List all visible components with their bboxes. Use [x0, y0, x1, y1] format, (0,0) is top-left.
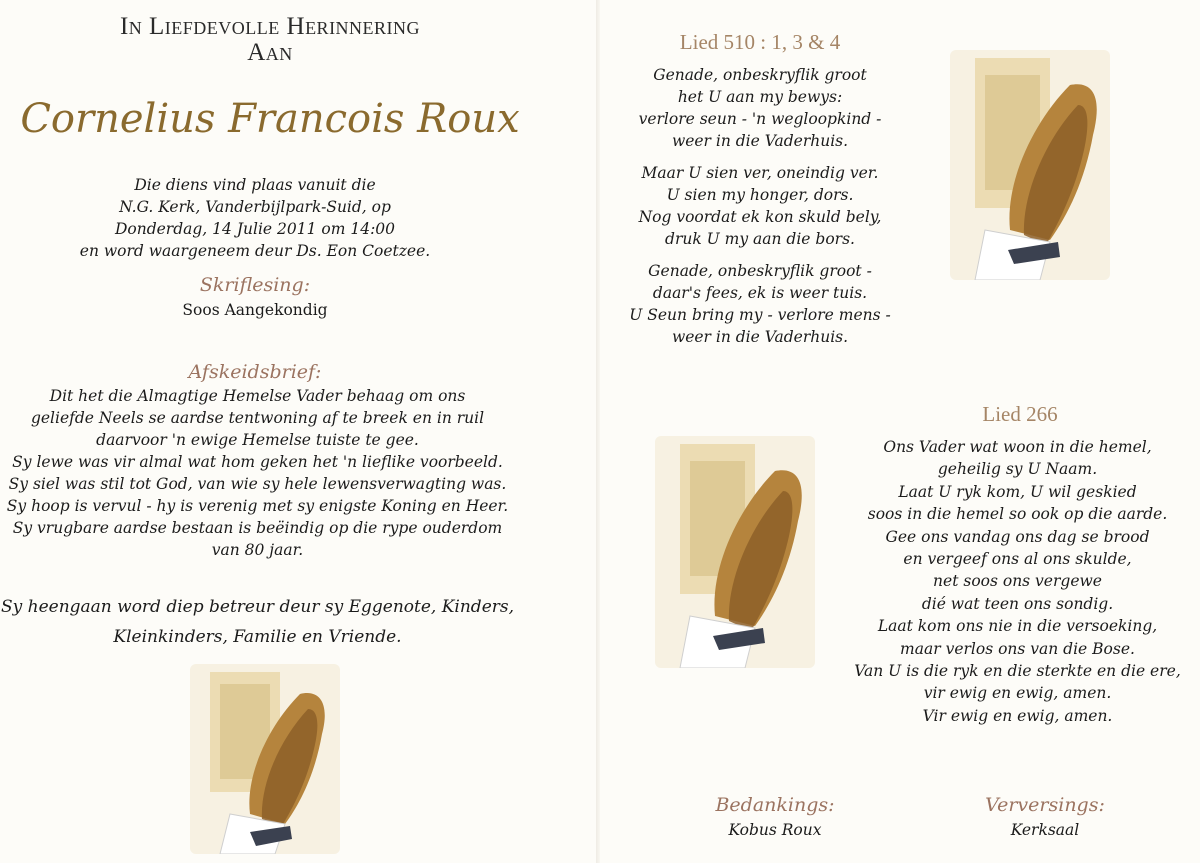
song1-line: weer in die Vaderhuis. — [671, 132, 849, 150]
song2-line: Van U is die ryk en die sterkte en die ere, — [854, 662, 1181, 681]
song1-stanza — [600, 162, 920, 250]
song1-line: Maar U sien ver, oneindig ver. — [641, 164, 879, 182]
song1-line: druk U my aan die bors. — [665, 230, 855, 248]
afskeidsbrief-text — [0, 385, 515, 561]
service-details — [40, 174, 470, 262]
song1-line: U Seun bring my - verlore mens - — [629, 306, 891, 324]
afskeidsbrief-line: Sy hoop is vervul - hy is verenig met sy enigste Koning en Heer. — [6, 497, 509, 515]
service-line: N.G. Kerk, Vanderbijlpark-Suid, op — [119, 198, 391, 216]
song1-stanza — [600, 64, 920, 152]
thanks-title: Bedankings: — [715, 794, 835, 816]
mourning-line: Sy heengaan word diep betreur deur sy Eggenote, Kinders, — [0, 597, 515, 617]
song2-line: Gee ons vandag ons dag se brood — [885, 527, 1150, 546]
refresh-title: Verversings: — [985, 794, 1105, 816]
praying-hands-image — [190, 664, 340, 854]
thanks-name: Kobus Roux — [728, 821, 822, 839]
song2-line: Laat U ryk kom, U wil geskied — [898, 482, 1137, 501]
memorial-heading-line1: In Liefdevolle Herinnering — [119, 13, 421, 40]
song2-line: geheilig sy U Naam. — [937, 460, 1098, 479]
memorial-heading — [60, 14, 480, 66]
skriflesing-title: Skriflesing: — [199, 274, 311, 296]
song2-line: Ons Vader wat woon in die hemel, — [883, 438, 1152, 456]
praying-hands-image — [950, 50, 1110, 280]
song1-line: weer in die Vaderhuis. — [671, 328, 849, 346]
skriflesing-text: Soos Aangekondig — [182, 301, 328, 319]
song1-stanza — [600, 260, 920, 348]
afskeidsbrief-line: Dit het die Almagtige Hemelse Vader behaag om ons — [49, 387, 466, 405]
service-line: en word waargeneem deur Ds. Eon Coetzee. — [79, 242, 431, 260]
afskeidsbrief-line: Sy lewe was vir almal wat hom geken het 'n lieflike voorbeeld. — [12, 453, 503, 471]
song2-text — [840, 436, 1195, 727]
service-line: Die diens vind plaas vanuit die — [134, 176, 376, 194]
afskeidsbrief-line: geliefde Neels se aardse tentwoning af te breek en in ruil — [30, 409, 485, 427]
memorial-heading-line2: Aan — [247, 39, 293, 66]
afskeidsbrief-title: Afskeidsbrief: — [188, 361, 322, 383]
song2-line: soos in die hemel so ook op die aarde. — [867, 505, 1168, 524]
mourning-line: Kleinkinders, Familie en Vriende. — [113, 627, 402, 647]
mourning-text — [0, 592, 515, 652]
refresh-place: Kerksaal — [1010, 821, 1080, 839]
song1-line: Nog voordat ek kon skuld bely, — [638, 208, 882, 226]
song2-line: vir ewig en ewig, amen. — [923, 684, 1112, 703]
song1-line: Genade, onbeskryflik groot — [653, 66, 867, 84]
song2-title: Lied 266 — [982, 402, 1058, 426]
afskeidsbrief-line: Sy siel was stil tot God, van wie sy hele lewensverwagting was. — [8, 475, 507, 493]
song2-line: en vergeef ons al ons skulde, — [903, 550, 1132, 569]
service-line: Donderdag, 14 Julie 2011 om 14:00 — [114, 220, 396, 238]
song2-line: maar verlos ons van die Bose. — [900, 639, 1135, 658]
afskeidsbrief-line: Sy vrugbare aardse bestaan is beëindig op die rype ouderdom — [12, 519, 503, 537]
song1-title: Lied 510 : 1, 3 & 4 — [679, 30, 841, 54]
song1-line: verlore seun - 'n wegloopkind - — [638, 110, 882, 128]
deceased-name: Cornelius Francois Roux — [20, 96, 520, 142]
song2-line: dié wat teen ons sondig. — [921, 594, 1114, 613]
song1-line: daar's fees, ek is weer tuis. — [652, 284, 868, 302]
song1-line: U sien my honger, dors. — [666, 186, 854, 204]
song2-line: net soos ons vergewe — [933, 572, 1102, 591]
song1-text — [600, 64, 920, 348]
praying-hands-image — [655, 436, 815, 668]
song2-line: Vir ewig en ewig, amen. — [922, 706, 1113, 725]
afskeidsbrief-line: van 80 jaar. — [211, 541, 304, 559]
song1-line: Genade, onbeskryflik groot - — [648, 262, 872, 280]
afskeidsbrief-line: daarvoor 'n ewige Hemelse tuiste te gee. — [96, 431, 419, 449]
song1-line: het U aan my bewys: — [677, 88, 843, 106]
song2-line: Laat kom ons nie in die versoeking, — [877, 617, 1158, 636]
